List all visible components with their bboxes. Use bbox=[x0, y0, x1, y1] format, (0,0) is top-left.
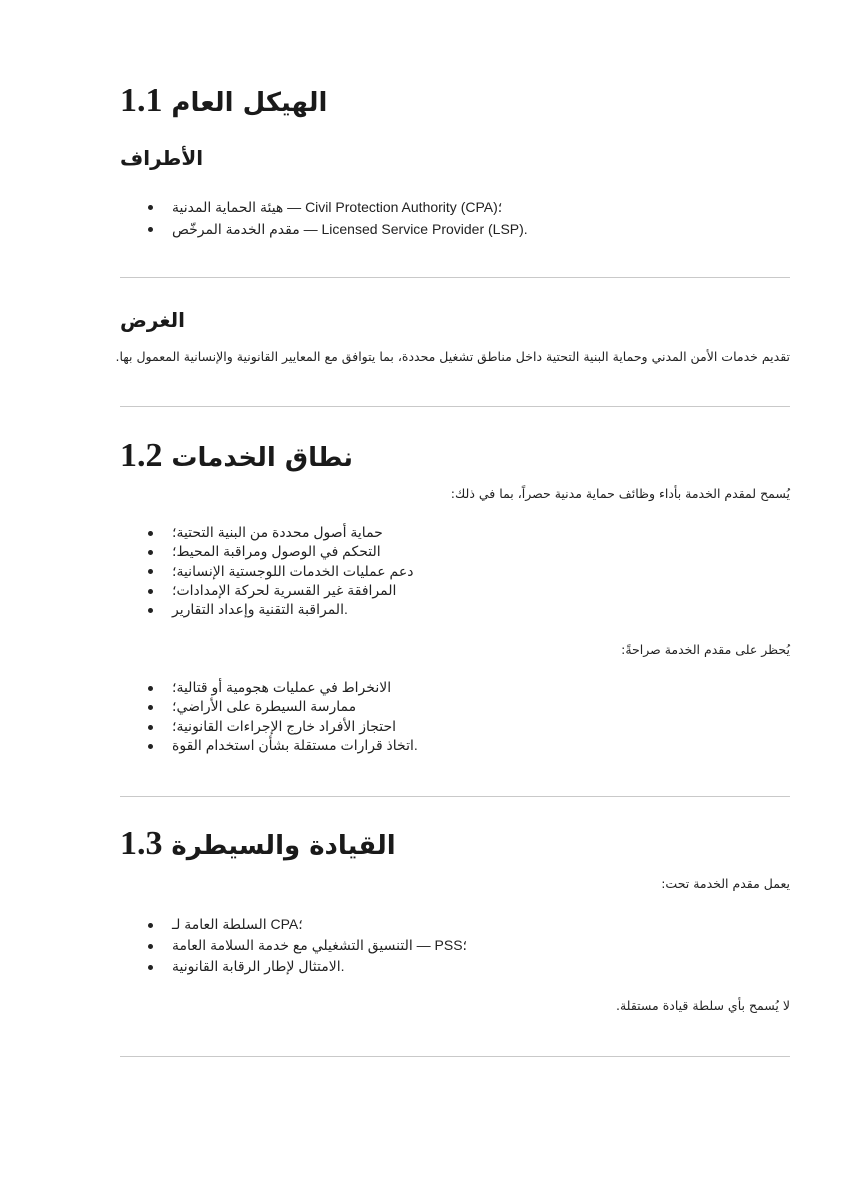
bullet-icon bbox=[148, 686, 153, 691]
list-item-text: الانخراط في عمليات هجومية أو قتالية؛ bbox=[172, 679, 392, 695]
bullet-icon bbox=[148, 608, 153, 613]
permitted-intro: يُسمح لمقدم الخدمة بأداء وظائف حماية مدنية حصراً، بما في ذلك: bbox=[450, 486, 790, 501]
bullet-icon bbox=[148, 531, 153, 536]
list-item bbox=[120, 678, 790, 697]
list-item bbox=[120, 562, 790, 581]
section-number: 1.1 bbox=[120, 82, 163, 119]
parties-heading: الأطراف bbox=[120, 146, 204, 170]
bullet-icon bbox=[148, 965, 153, 970]
command-intro: يعمل مقدم الخدمة تحت: bbox=[661, 876, 790, 891]
list-item bbox=[120, 218, 790, 240]
bullet-icon bbox=[148, 205, 153, 210]
prohibited-activities-list bbox=[120, 678, 790, 756]
list-item bbox=[120, 914, 790, 935]
parties-list bbox=[120, 196, 790, 240]
list-item-text: اتخاذ قرارات مستقلة بشأن استخدام القوة. bbox=[172, 737, 418, 754]
bullet-icon bbox=[148, 589, 153, 594]
purpose-paragraph: تقديم خدمات الأمن المدني وحماية البنية التحتية داخل مناطق تشغيل محددة، بما يتوافق مع المعايير القانونية والإنسانية المعمول بها. bbox=[115, 349, 790, 364]
bullet-icon bbox=[148, 227, 153, 232]
list-item-text: السلطة العامة لـ CPA؛ bbox=[172, 916, 303, 932]
list-item-text: التنسيق التشغيلي مع خدمة السلامة العامة — PSS؛ bbox=[172, 937, 467, 953]
list-item bbox=[120, 717, 790, 736]
section-1-3-heading bbox=[120, 821, 790, 865]
command-list bbox=[120, 914, 790, 977]
list-item bbox=[120, 697, 790, 716]
list-item-text: مقدم الخدمة المرخّص — Licensed Service Provider (LSP). bbox=[172, 221, 528, 237]
bullet-icon bbox=[148, 550, 153, 555]
list-item bbox=[120, 196, 790, 218]
list-item-text: احتجاز الأفراد خارج الإجراءات القانونية؛ bbox=[172, 717, 397, 734]
bullet-icon bbox=[148, 725, 153, 730]
list-item-text: هيئة الحماية المدنية — Civil Protection Authority (CPA)؛ bbox=[172, 199, 503, 215]
bullet-icon bbox=[148, 705, 153, 710]
section-1-1-heading bbox=[120, 78, 790, 122]
section-title: نطاق الخدمات bbox=[171, 443, 353, 473]
command-note: لا يُسمح بأي سلطة قيادة مستقلة. bbox=[616, 998, 790, 1013]
list-item-text: المراقبة التقنية وإعداد التقارير. bbox=[172, 601, 348, 618]
bullet-icon bbox=[148, 923, 153, 928]
section-1-2-heading bbox=[120, 433, 790, 477]
bullet-icon bbox=[148, 744, 153, 749]
section-divider bbox=[120, 406, 790, 407]
section-divider bbox=[120, 277, 790, 278]
section-title: الهيكل العام bbox=[171, 88, 328, 118]
list-item bbox=[120, 935, 790, 956]
list-item-text: ممارسة السيطرة على الأراضي؛ bbox=[172, 698, 357, 715]
bullet-icon bbox=[148, 944, 153, 949]
bullet-icon bbox=[148, 569, 153, 574]
list-item bbox=[120, 956, 790, 977]
section-number: 1.2 bbox=[120, 437, 163, 474]
section-divider bbox=[120, 796, 790, 797]
section-title: القيادة والسيطرة bbox=[171, 831, 396, 861]
section-divider bbox=[120, 1056, 790, 1057]
list-item bbox=[120, 542, 790, 561]
list-item-text: الامتثال لإطار الرقابة القانونية. bbox=[172, 958, 345, 974]
list-item bbox=[120, 523, 790, 542]
permitted-services-list bbox=[120, 523, 790, 619]
purpose-heading: الغرض bbox=[120, 308, 185, 332]
list-item-text: دعم عمليات الخدمات اللوجستية الإنسانية؛ bbox=[172, 562, 414, 579]
list-item bbox=[120, 736, 790, 755]
prohibited-intro: يُحظر على مقدم الخدمة صراحةً: bbox=[621, 642, 790, 657]
list-item-text: التحكم في الوصول ومراقبة المحيط؛ bbox=[172, 543, 381, 560]
list-item bbox=[120, 600, 790, 619]
list-item-text: حماية أصول محددة من البنية التحتية؛ bbox=[172, 524, 383, 540]
list-item-text: المرافقة غير القسرية لحركة الإمدادات؛ bbox=[172, 581, 397, 598]
list-item bbox=[120, 581, 790, 600]
section-number: 1.3 bbox=[120, 825, 163, 862]
